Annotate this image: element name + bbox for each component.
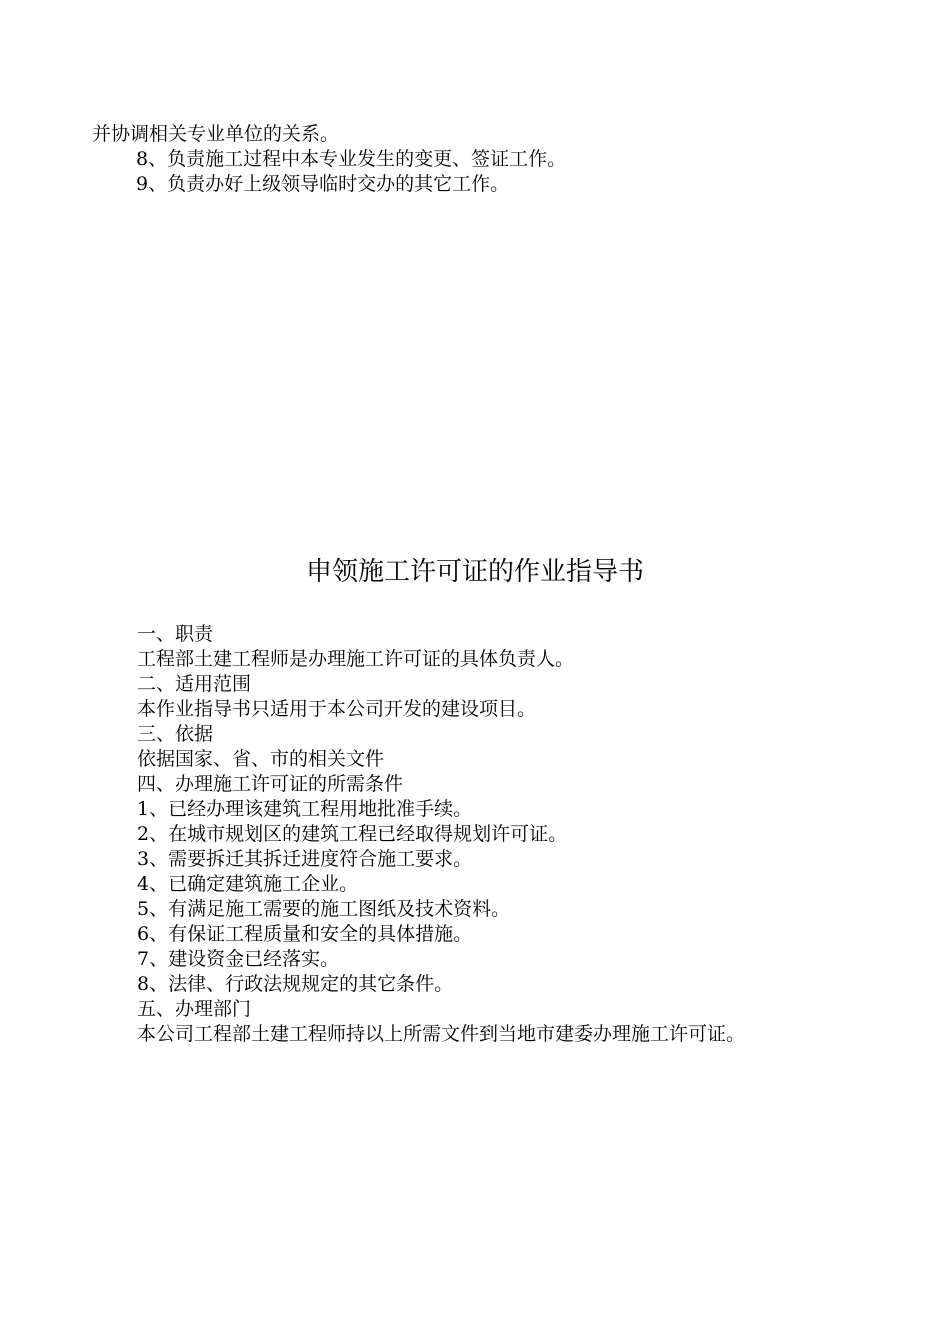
section-body	[137, 622, 937, 1047]
heading-department: 五、办理部门	[137, 998, 252, 1020]
text-line: 本公司工程部土建工程师持以上所需文件到当地市建委办理施工许可证。	[137, 1023, 746, 1045]
list-item: 1、已经办理该建筑工程用地批准手续。	[137, 798, 473, 820]
continuation-text	[92, 122, 912, 197]
list-item: 3、需要拆迁其拆迁进度符合施工要求。	[137, 848, 473, 870]
list-item: 2、在城市规划区的建筑工程已经取得规划许可证。	[137, 823, 568, 845]
section-title: 申领施工许可证的作业指导书	[305, 557, 644, 587]
list-item: 8、负责施工过程中本专业发生的变更、签证工作。	[136, 148, 567, 170]
text-line: 依据国家、省、市的相关文件	[137, 748, 385, 770]
heading-duties: 一、职责	[137, 623, 214, 645]
text-line: 工程部土建工程师是办理施工许可证的具体负责人。	[137, 648, 575, 670]
list-item: 8、法律、行政法规规定的其它条件。	[137, 973, 454, 995]
list-item: 4、已确定建筑施工企业。	[137, 873, 359, 895]
heading-basis: 三、依据	[137, 723, 214, 745]
heading-scope: 二、适用范围	[137, 673, 252, 695]
list-item: 9、负责办好上级领导临时交办的其它工作。	[136, 173, 510, 195]
list-item: 7、建设资金已经落实。	[137, 948, 340, 970]
text-line: 本作业指导书只适用于本公司开发的建设项目。	[137, 698, 537, 720]
text-line: 并协调相关专业单位的关系。	[92, 123, 340, 145]
list-item: 6、有保证工程质量和安全的具体措施。	[137, 923, 473, 945]
list-item: 5、有满足施工需要的施工图纸及技术资料。	[137, 898, 511, 920]
heading-conditions: 四、办理施工许可证的所需条件	[137, 773, 404, 795]
